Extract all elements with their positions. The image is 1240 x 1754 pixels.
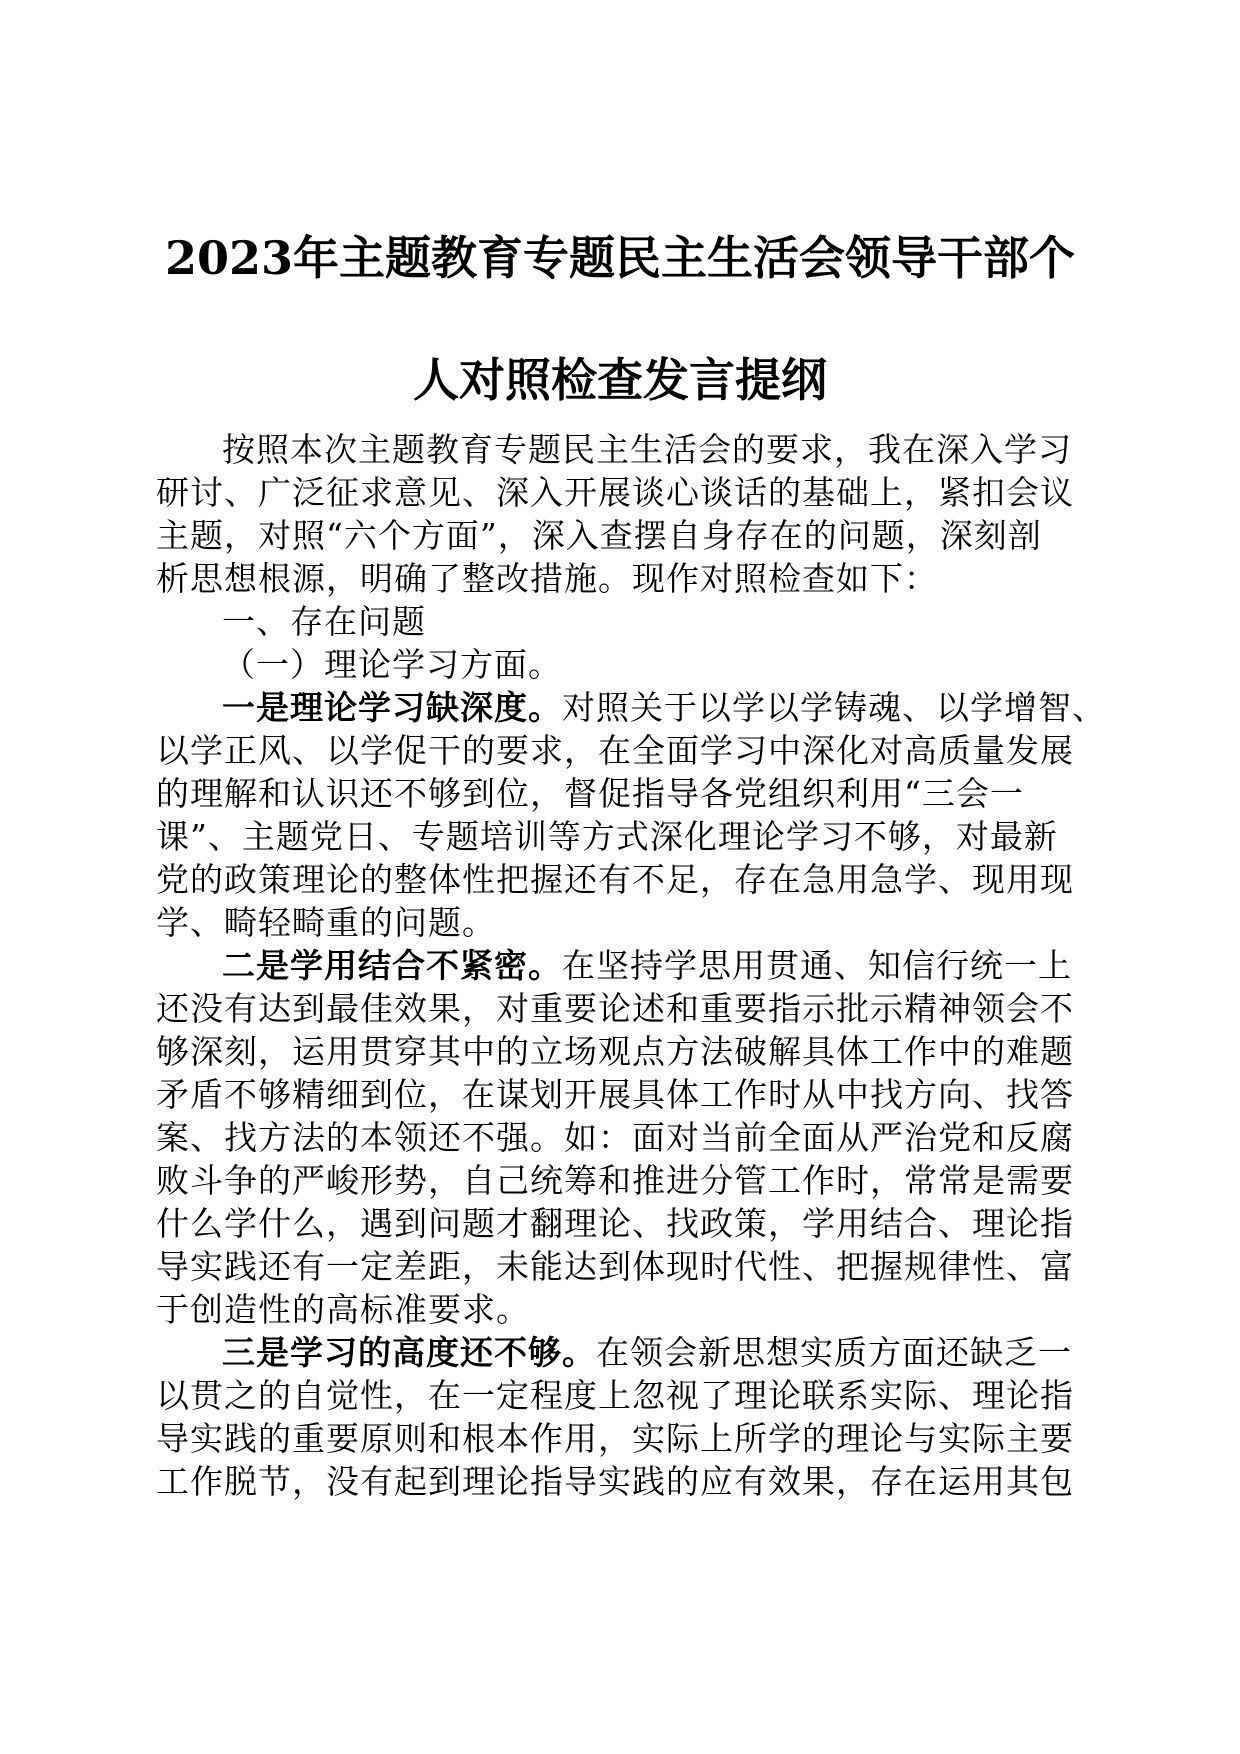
paragraph-line: 党的政策理论的整体性把握还有不足，存在急用急学、现用现 xyxy=(156,860,1074,899)
intro-line: 析思想根源，明确了整改措施。现作对照检查如下： xyxy=(156,559,938,598)
paragraph-line: 以贯之的自觉性，在一定程度上忽视了理论联系实际、理论指 xyxy=(156,1376,1074,1415)
point-2-text: 在坚持学思用贯通、知信行统一上 xyxy=(562,946,1072,985)
intro-line: 按照本次主题教育专题民主生活会的要求，我在深入学习 xyxy=(222,430,1072,469)
point-2-heading: 二是学用结合不紧密。 xyxy=(222,946,562,985)
paragraph-line: 导实践的重要原则和根本作用，实际上所学的理论与实际主要 xyxy=(156,1419,1074,1458)
document-title-line-1: 2023年主题教育专题民主生活会领导干部个 xyxy=(164,231,1076,285)
point-1-heading: 一是理论学习缺深度。 xyxy=(222,688,562,727)
intro-line: 研讨、广泛征求意见、深入开展谈心谈话的基础上，紧扣会议 xyxy=(156,473,1074,512)
paragraph-line: 工作脱节，没有起到理论指导实践的应有效果，存在运用其包 xyxy=(156,1462,1074,1501)
paragraph-2-first-line xyxy=(222,944,1072,987)
paragraph-line: 败斗争的严峻形势，自己统筹和推进分管工作时，常常是需要 xyxy=(156,1161,1074,1200)
section-heading: 一、存在问题 xyxy=(222,602,426,641)
point-3-text: 在领会新思想实质方面还缺乏一 xyxy=(596,1333,1072,1372)
point-3-heading: 三是学习的高度还不够。 xyxy=(222,1333,596,1372)
paragraph-line: 于创造性的高标准要求。 xyxy=(156,1290,530,1329)
point-1-text: 对照关于以学以学铸魂、以学增智、 xyxy=(562,688,1106,727)
paragraph-line: 以学正风、以学促干的要求，在全面学习中深化对高质量发展 xyxy=(156,731,1074,770)
paragraph-3-first-line xyxy=(222,1331,1072,1374)
paragraph-line: 的理解和认识还不够到位，督促指导各党组织利用“三会一 xyxy=(156,774,1024,813)
paragraph-line: 还没有达到最佳效果，对重要论述和重要指示批示精神领会不 xyxy=(156,989,1074,1028)
intro-line: 主题，对照“六个方面”，深入查摆自身存在的问题，深刻剖 xyxy=(156,516,1042,555)
document-title-line-2: 人对照检查发言提纲 xyxy=(413,353,827,407)
paragraph-line: 什么学什么，遇到问题才翻理论、找政策，学用结合、理论指 xyxy=(156,1204,1074,1243)
subsection-heading: （一）理论学习方面。 xyxy=(222,645,562,684)
paragraph-line: 学、畸轻畸重的问题。 xyxy=(156,903,496,942)
paragraph-line: 课”、主题党日、专题培训等方式深化理论学习不够，对最新 xyxy=(156,817,1058,856)
paragraph-line: 矛盾不够精细到位，在谋划开展具体工作时从中找方向、找答 xyxy=(156,1075,1074,1114)
paragraph-line: 导实践还有一定差距，未能达到体现时代性、把握规律性、富 xyxy=(156,1247,1074,1286)
paragraph-line: 够深刻，运用贯穿其中的立场观点方法破解具体工作中的难题 xyxy=(156,1032,1074,1071)
paragraph-1-first-line xyxy=(222,686,1106,729)
paragraph-line: 案、找方法的本领还不强。如：面对当前全面从严治党和反腐 xyxy=(156,1118,1074,1157)
